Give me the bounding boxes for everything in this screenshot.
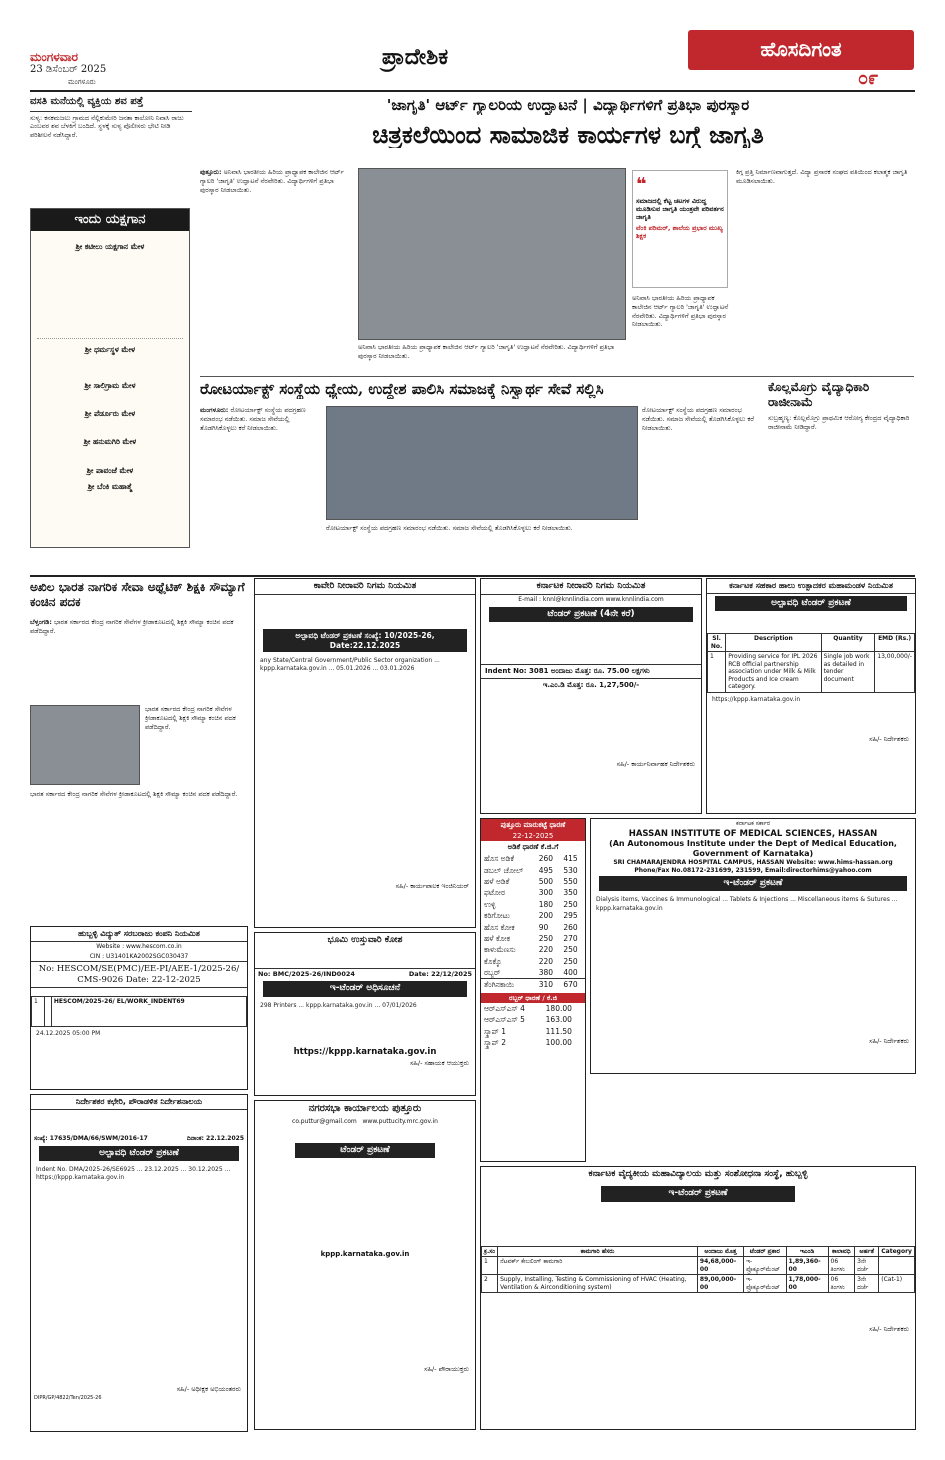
- ad-hims-title: HASSAN INSTITUTE OF MEDICAL SCIENCES, HASSAN: [628, 828, 878, 839]
- ad-puttur-bar: ಟೆಂಡರ್ ಪ್ರಕಟಣೆ: [295, 1143, 435, 1158]
- ad-cauvery-body: any State/Central Government/Public Sector organization ... kppp.karnataka.gov.in ... 05.01.2026 ... 03.01.2026: [260, 657, 440, 673]
- ad-puttur-body2: [255, 1259, 475, 1363]
- table-cell: 1,78,000-00: [786, 1275, 828, 1293]
- ad-hims-sign: ಸಹಿ/- ನಿರ್ದೇಶಕರು: [869, 1037, 909, 1046]
- masthead-day: ಮಂಗಳವಾರ: [30, 50, 79, 64]
- ad-knnl-title: ಕರ್ನಾಟಕ ನೀರಾವರಿ ನಿಗಮ ನಿಯಮಿತ: [481, 579, 701, 595]
- ad-hims: [590, 818, 916, 1074]
- market-item: ತೆಂಗಿನಕಾಯಿ: [484, 980, 514, 990]
- athlete-body-more: ಭಾರತ ಸರ್ಕಾರದ ಕೇಂದ್ರ ನಾಗರಿಕ ಸೇವೆಗಳ ಕ್ರೀಡಾಕೂಟದಲ್ಲಿ ಶಿಕ್ಷಕಿ ಸೌಮ್ಯಾ ಕಂಚಿನ ಪದಕ ಪಡೆದಿದ್ದಾರೆ.: [30, 790, 238, 798]
- table-cell: Providing service for IPL 2026 RCB official partnership association under Milk & Milk Products and Ice cream category.: [726, 652, 821, 693]
- athlete-body: [30, 618, 248, 700]
- market-row: [481, 899, 585, 910]
- market-low: 180: [538, 899, 554, 909]
- table-header: EMD (Rs.): [875, 634, 915, 652]
- divider: [30, 575, 915, 577]
- table-header: ಟೆಂಡರ್ ಪ್ರಕಾರ: [744, 1246, 786, 1257]
- ad-dma-body: Indent No. DMA/2025-26/SE6925 ... 23.12.2025 ... 30.12.2025 ... https://kppp.karnataka.gov.in: [36, 1165, 231, 1182]
- masthead-city: ಮಂಗಳೂರು: [68, 78, 96, 86]
- table-cell: 3ನೇ ದರ್ಜೆ: [855, 1257, 879, 1275]
- ad-hims-phone: Phone/Fax No.08172-231699, 231599, Email:directorhims@yahoo.com: [634, 866, 872, 874]
- mela-item: ಶ್ರೀ ಸಾಲಿಗ್ರಾಮ ಮೇಳ: [84, 380, 136, 390]
- ad-puttur-sign: ಸಹಿ/- ಪೌರಾಯುಕ್ತರು: [424, 1365, 469, 1373]
- table-cell: 1: [32, 997, 45, 1027]
- market-high: 260: [563, 922, 578, 932]
- ad-dma-ref: ಸಂಖ್ಯೆ: 17635/DMA/66/SWM/2016-17: [34, 1135, 148, 1142]
- ad-puttur-website: www.puttucity.mrc.gov.in: [362, 1117, 438, 1125]
- ad-dma-footer: DIPR/GP/4822/Ten/2025-26: [34, 1394, 102, 1401]
- ad-kmf-table: [707, 633, 915, 693]
- side-news-title: ಕೊಲ್ಲಮೊಗ್ರು ವೈದ್ಯಾಧಿಕಾರಿ ರಾಜೀನಾಮೆ: [768, 380, 870, 409]
- ad-puttur-email: co.puttur@gmail.com: [292, 1117, 357, 1125]
- ad-kmc-title: ಕರ್ನಾಟಕ ವೈದ್ಯಕೀಯ ಮಹಾವಿದ್ಯಾಲಯ ಮತ್ತು ಸಂಶೋಧನಾ ಸಂಸ್ಥೆ, ಹುಬ್ಬಳ್ಳಿ: [588, 1169, 808, 1179]
- table-header: ಇಎಂಡಿ: [786, 1246, 828, 1257]
- market-high: 250: [563, 899, 578, 909]
- rubber-row: [481, 1037, 585, 1048]
- market-low: 220: [538, 945, 554, 955]
- ad-dma-title: ನಿರ್ದೇಶಕರ ಕಛೇರಿ, ಪೌರಾಡಳಿತ ನಿರ್ದೇಶನಾಲಯ: [31, 1095, 247, 1110]
- ad-kmf-title: ಕರ್ನಾಟಕ ಸಹಕಾರ ಹಾಲು ಉತ್ಪಾದಕರ ಮಹಾಮಂಡಳ ನಿಯಮಿತ: [707, 579, 915, 594]
- table-cell: ನೆಟವರ್ಕ್ ಕೇಬಲಿಂಗ್ ಕಾಮಗಾರಿ: [498, 1257, 698, 1275]
- ad-cauvery: [254, 578, 476, 928]
- rotaract-photo: [326, 406, 638, 520]
- market-item: ಕರಿಗೋಟು: [484, 911, 510, 921]
- market-row: [481, 853, 585, 864]
- ad-cauvery-sign: ಸಹಿ/- ಕಾರ್ಯಪಾಲಕ ಇಂಜಿನಿಯರ್: [395, 882, 469, 890]
- ad-bhoomi-title: ಭೂಮಿ ಉಸ್ತುವಾರಿ ಕೋಶ: [327, 935, 403, 945]
- market-row: [481, 922, 585, 933]
- ad-hims-body: Dialysis items, Vaccines & Immunological ... Tablets & Injections ... Miscellaneous items & Sutures ... kppp.karnataka.gov.in: [596, 896, 898, 912]
- market-item: ಫಟೋರ: [484, 888, 505, 898]
- market-title: ಪುತ್ತೂರು ಮಾರುಕಟ್ಟೆ ಧಾರಣೆ: [481, 819, 585, 832]
- ad-knnl-emd: ಇ.ಎಂ.ಡಿ ಮೊತ್ತ: ರೂ. 1,27,500/-: [542, 680, 640, 689]
- ad-hescom: [30, 926, 248, 1090]
- market-box: [480, 818, 586, 1162]
- ad-puttur-cmc: [254, 1100, 476, 1430]
- logo-text: ಹೊಸದಿಗಂತ: [760, 37, 842, 61]
- market-high: 550: [563, 877, 578, 886]
- ad-dma: [30, 1094, 248, 1432]
- ad-bhoomi-url: https://kppp.karnataka.gov.in: [293, 1046, 437, 1057]
- rubber-title: ರಬ್ಬರ್ ಧಾರಣೆ / ಕೆ.ಜಿ: [481, 993, 585, 1003]
- lead-photo-caption: ಅನಿವಾಸಿ ಭಾರತೀಯ ಹಿರಿಯ ಪ್ರಾಧ್ಯಾಪಕ ಕಾಲೇಜಿನ ಆರ್ಟ್ ಗ್ಯಾಲರಿ 'ಜಾಗೃತಿ' ಉದ್ಘಾಟನೆ ನೆರವೇರಿತು. ವಿದ್ಯಾರ್ಥಿಗಳಿಗೆ ಪ್ರತಿಭಾ ಪುರಸ್ಕಾರ ನೀಡಲಾಯಿತು.: [358, 343, 615, 360]
- table-row: [32, 997, 247, 1027]
- market-low: 495: [538, 865, 554, 875]
- rubber-price: 163.00: [545, 1015, 572, 1025]
- mela-details: [37, 253, 183, 339]
- table-cell: 3ನೇ ದರ್ಜೆ: [855, 1275, 879, 1293]
- ad-kmf-sign: ಸಹಿ/- ನಿರ್ದೇಶಕರು: [869, 734, 909, 743]
- rubber-grade: ಸ್ಕ್ರಾಪ್ 1: [484, 1026, 506, 1036]
- table-cell: 1: [708, 652, 726, 693]
- athlete-headline: ಅಖಿಲ ಭಾರತ ನಾಗರಿಕ ಸೇವಾ ಅಥ್ಲೆಟಿಕ್ ಶಿಕ್ಷಕಿ ಸೌಮ್ಯಾಗೆ ಕಂಚಿನ ಪದಕ: [30, 580, 245, 609]
- market-low: 220: [538, 956, 554, 966]
- table-cell: (Cat-1): [879, 1275, 915, 1293]
- athlete-dateline: ಬೆಳ್ತಂಗಡಿ:: [30, 618, 52, 626]
- ad-bhoomi-date: Date: 22/12/2025: [408, 970, 472, 979]
- ad-hescom-title: ಹುಬ್ಬಳ್ಳಿ ವಿದ್ಯುತ್ ಸರಬರಾಜು ಕಂಪನಿ ನಿಯಮಿತ: [31, 927, 247, 942]
- table-header: Description: [726, 634, 821, 652]
- market-item: ಉಳ್ಳಿ: [484, 899, 496, 909]
- market-row: [481, 956, 585, 967]
- rubber-price: 100.00: [545, 1038, 572, 1047]
- ad-dma-bar: ಅಲ್ಪಾವಧಿ ಟೆಂಡರ್ ಪ್ರಕಟಣೆ: [39, 1146, 239, 1161]
- mela-item: ಶ್ರೀ ಪಾವಂಜೆ ಮೇಳ: [86, 465, 134, 475]
- market-subtitle: ಅಡಿಕೆ ಧಾರಣೆ ಕೆ.ಜಿ.ಗೆ: [507, 842, 559, 851]
- ad-bhoomi-ref: No: BMC/2025-26/IND0024: [258, 970, 355, 979]
- ad-cauvery-bar: ಅಲ್ಪಾವಧಿ ಟೆಂಡರ್ ಪ್ರಕಟಣೆ ಸಂಖ್ಯೆ: 10/2025-26, Date:22.12.2025: [263, 629, 467, 652]
- market-item: ಹಳೆ ಅಡಿಕೆ: [484, 877, 510, 886]
- table-header: ಕಾಮಗಾರಿ ಹೆಸರು: [498, 1246, 698, 1257]
- ad-bhoomi: [254, 932, 476, 1096]
- table-row: [708, 652, 915, 693]
- lead-quote-box: [632, 170, 728, 288]
- market-low: 260: [538, 854, 554, 864]
- table-cell: Single job work as detailed in tender document: [821, 652, 875, 693]
- ad-kmf-url: https://kppp.karnataka.gov.in: [712, 695, 801, 703]
- market-date: 22-12-2025: [481, 832, 585, 841]
- lead-dateline: ಪುತ್ತೂರು:: [200, 168, 222, 176]
- brief-title: ವಸತಿ ಮನೆಯಲ್ಲಿ ವ್ಯಕ್ತಿಯ ಶವ ಪತ್ತೆ: [30, 96, 192, 112]
- ad-knnl-email: E-mail : knnl@knnlindia.com www.knnlindia.com: [518, 596, 664, 604]
- mela-item: ಶ್ರೀ ಧರ್ಮಸ್ಥಳ ಮೇಳ: [84, 344, 136, 354]
- table-cell: 2: [482, 1275, 498, 1293]
- table-header: ಕಾಲಾವಧಿ: [828, 1246, 855, 1257]
- rotaract-body-cont: ರೋಟರ್ಯಾಕ್ಟ್ ಸಂಸ್ಥೆಯ ಪದಗ್ರಹಣ ಸಮಾರಂಭ ನಡೆಯಿತು. ಸಮಾಜ ಸೇವೆಯಲ್ಲಿ ತೊಡಗಿಸಿಕೊಳ್ಳಲು ಕರೆ ನೀಡಲಾಯಿತು.: [642, 406, 754, 432]
- ad-cauvery-title: ಕಾವೇರಿ ನೀರಾವರಿ ನಿಗಮ ನಿಯಮಿತ: [255, 579, 475, 595]
- market-row: [481, 979, 585, 991]
- ad-hims-bar: ಇ-ಟೆಂಡರ್ ಪ್ರಕಟಣೆ: [599, 876, 907, 891]
- rubber-row: [481, 1014, 585, 1025]
- newspaper-logo: [688, 30, 914, 70]
- table-header: ಅರ್ಹತೆ: [855, 1246, 879, 1257]
- market-row: [481, 876, 585, 887]
- page-number: ೦೯: [858, 68, 879, 89]
- table-cell: 06 ತಿಂಗಳು: [828, 1257, 855, 1275]
- market-high: 670: [563, 980, 578, 990]
- market-item: ಕೊಕ್ಕೊ: [484, 956, 502, 966]
- header-rule: [30, 90, 915, 92]
- ad-hescom-website: Website : www.hescom.co.in: [96, 943, 182, 950]
- mela-item: ಶ್ರೀ ಹನುಮಗಿರಿ ಮೇಳ: [83, 437, 137, 447]
- athlete-photo: [30, 705, 140, 785]
- rubber-grade: ಆರ್‌ಎಸ್ಎಸ್ 4: [484, 1003, 525, 1013]
- masthead-date: 23 ಡಿಸೆಂಬರ್ 2025: [30, 64, 107, 75]
- table-cell: ಇ-ಪ್ರೊಕ್ಯೂರ್‌ಮೆಂಟ್: [744, 1275, 786, 1293]
- market-item: ಹಳೆ ಕೋಕ: [484, 933, 510, 943]
- rubber-row: [481, 1003, 585, 1014]
- market-high: 250: [563, 956, 578, 966]
- table-cell: HESCOM/2025-26/ EL/WORK_INDENT69: [51, 997, 246, 1027]
- lead-body: [200, 168, 350, 346]
- mela-item: ಶ್ರೀ ಬೆಂಕಿ ಮಹಾತ್ಮೆ: [87, 481, 133, 491]
- mela-item: ಶ್ರೀ ಪೆರ್ಡೂರು ಮೇಳ: [84, 409, 136, 418]
- market-row: [481, 887, 585, 898]
- market-low: 200: [538, 911, 554, 921]
- rubber-row: [481, 1026, 585, 1037]
- table-cell: 06 ತಿಂಗಳು: [828, 1275, 855, 1293]
- market-item: ಹೊಸ ಅಡಿಕೆ: [484, 854, 514, 864]
- ad-knnl-sign: ಸಹಿ/- ಕಾರ್ಯನಿರ್ವಾಹಕ ನಿರ್ದೇಶಕರು: [616, 759, 695, 768]
- rotaract-body: [200, 406, 320, 570]
- ad-kmf-bar: ಅಲ್ಪಾವಧಿ ಟೆಂಡರ್ ಪ್ರಕಟಣೆ: [715, 596, 907, 611]
- lead-headline: ಚಿತ್ರಕಲೆಯಿಂದ ಸಾಮಾಜಿಕ ಕಾರ್ಯಗಳ ಬಗ್ಗೆ ಜಾಗೃತಿ: [372, 122, 764, 149]
- table-cell: Supply, Installing, Testing & Commissioning of HVAC (Heating, Ventilation & Airconditioning system): [498, 1275, 698, 1293]
- yakshagana-box: [30, 208, 190, 548]
- ad-knnl-bar: ಟೆಂಡರ್ ಪ್ರಕಟಣೆ (4ನೇ ಕರೆ): [489, 607, 693, 622]
- market-item: ಡಬಲ್ ಚೋಲ್: [484, 865, 524, 875]
- market-row: [481, 944, 585, 955]
- section-title: ಪ್ರಾದೇಶಿಕ: [381, 44, 449, 70]
- ad-knnl-indent: Indent No: 3081 ಅಂದಾಜು ಮೊತ್ತ: ರೂ. 75.00 ಲಕ್ಷಗಳು: [481, 664, 701, 679]
- table-cell: ಇ-ಪ್ರೊಕ್ಯೂರ್‌ಮೆಂಟ್: [744, 1257, 786, 1275]
- side-news-text: ಸುಬ್ರಹ್ಮಣ್ಯ: ಕೊಲ್ಲಮೊಗ್ರು ಪ್ರಾಥಮಿಕ ಆರೋಗ್ಯ ಕೇಂದ್ರದ ವೈದ್ಯಾಧಿಕಾರಿ ರಾಜೀನಾಮೆ ನೀಡಿದ್ದಾರೆ.: [768, 414, 910, 431]
- table-header: Sl. No.: [708, 634, 726, 652]
- rubber-table: [481, 1003, 585, 1049]
- market-row: [481, 865, 585, 876]
- lead-kicker: 'ಜಾಗೃತಿ' ಆರ್ಟ್ ಗ್ಯಾಲರಿಯ ಉದ್ಘಾಟನೆ | ವಿದ್ಯಾರ್ಥಿಗಳಿಗೆ ಪ್ರತಿಭಾ ಪುರಸ್ಕಾರ: [386, 96, 750, 114]
- ad-bhoomi-sign: ಸಹಿ/- ಸಹಾಯಕ ಆಯುಕ್ತರು: [409, 1059, 469, 1068]
- divider: [200, 376, 914, 377]
- lead-quote-by: ವೆಂಕಿ ಪರಿಮರ್, ಶಾಲೆಯ ಪ್ರಭಾರ ಮುಖ್ಯ ಶಿಕ್ಷಕ: [636, 223, 723, 240]
- brief-corpse: [30, 96, 192, 212]
- market-high: 270: [563, 933, 578, 943]
- market-item: ಹೊಸ ಕೋಕ: [484, 922, 515, 932]
- market-item: ಕಾಳುಮೆಣಸು: [484, 945, 516, 955]
- ad-hescom-ref: No: HESCOM/SE(PMC)/EE-PI/AEE-1/2025-26/ CMS-9026 Date: 22-12-2025: [31, 961, 247, 988]
- table-header: ಅಂದಾಜು ಮೊತ್ತ: [697, 1246, 743, 1257]
- table-cell: 13,00,000/-: [875, 652, 915, 693]
- lead-side-text: ಕಿಗ್ಗ ಪ್ರತ್ತಿ ನಿರ್ಮಾಣವಾಗುತ್ತದೆ. ವಿದ್ಯಾ ಪ್ರಸಾರಕ ಸಂಘದ ವತಿಯಿಂದ ಕಲಾತ್ಮಕ ಜಾಗೃತಿ ಮೂಡಿಸಲಾಯಿತು.: [736, 168, 908, 185]
- ad-bhoomi-body: 298 Printers ... kppp.karnataka.gov.in ... 07/01/2026: [260, 1001, 417, 1009]
- ad-hims-address: SRI CHAMARAJENDRA HOSPITAL CAMPUS, HASSAN Website: www.hims-hassan.org: [613, 859, 893, 867]
- yakshagana-title: ಇಂದು ಯಕ್ಷಗಾನ: [31, 209, 189, 231]
- rotaract-headline: ರೋಟರ್ಯಾಕ್ಟ್ ಸಂಸ್ಥೆಯ ಧ್ಯೇಯ, ಉದ್ದೇಶ ಪಾಲಿಸಿ ಸಮಾಜಕ್ಕೆ ನಿಸ್ವಾರ್ಥ ಸೇವೆ ಸಲ್ಲಿಸಿ: [200, 380, 604, 398]
- lead-body-text: ಅನಿವಾಸಿ ಭಾರತೀಯ ಹಿರಿಯ ಪ್ರಾಧ್ಯಾಪಕ ಕಾಲೇಜಿನ ಆರ್ಟ್ ಗ್ಯಾಲರಿ 'ಜಾಗೃತಿ' ಉದ್ಘಾಟನೆ ನೆರವೇರಿತು. ವಿದ್ಯಾರ್ಥಿಗಳಿಗೆ ಪ್ರತಿಭಾ ಪುರಸ್ಕಾರ ನೀಡಲಾಯಿತು.: [200, 168, 344, 194]
- ad-kmc-footer: [481, 1293, 915, 1323]
- ad-dma-date: ದಿನಾಂಕ: 22.12.2025: [186, 1135, 244, 1142]
- lead-quote: ಸಮಾಜದಲ್ಲಿ ಕೆಟ್ಟ ಚಟಗಳ ವಿರುದ್ಧ ಮೂಡಿಸುವ ಜಾಗೃತಿ ಯಂತ್ರವೇ ಪರಿವರ್ತನ ಜಾಗೃತಿ: [636, 196, 724, 221]
- market-low: 300: [538, 888, 554, 898]
- ad-kmc-bar: ಇ-ಟೆಂಡರ್ ಪ್ರಕಟಣೆ: [601, 1186, 795, 1201]
- market-high: 400: [563, 968, 578, 977]
- market-row: [481, 910, 585, 921]
- ad-knnl: [480, 578, 702, 814]
- athlete-body-cont: ಭಾರತ ಸರ್ಕಾರದ ಕೇಂದ್ರ ನಾಗರಿಕ ಸೇವೆಗಳ ಕ್ರೀಡಾಕೂಟದಲ್ಲಿ ಶಿಕ್ಷಕಿ ಸೌಮ್ಯಾ ಕಂಚಿನ ಪದಕ ಪಡೆದಿದ್ದಾರೆ.: [145, 705, 236, 731]
- table-cell: 94,68,000-00: [697, 1257, 743, 1275]
- market-low: 90: [538, 922, 549, 932]
- side-news: [768, 380, 916, 524]
- ad-hims-subtitle: (An Autonomous Institute under the Dept of Medical Education, Government of Karnataka): [609, 839, 897, 859]
- athlete-body-text: ಭಾರತ ಸರ್ಕಾರದ ಕೇಂದ್ರ ನಾಗರಿಕ ಸೇವೆಗಳ ಕ್ರೀಡಾಕೂಟದಲ್ಲಿ ಶಿಕ್ಷಕಿ ಸೌಮ್ಯಾ ಕಂಚಿನ ಪದಕ ಪಡೆದಿದ್ದಾರೆ.: [30, 618, 234, 635]
- ad-kmc: [480, 1166, 916, 1430]
- table-cell: 1,89,360-00: [786, 1257, 828, 1275]
- ad-hescom-deadline: 24.12.2025 05:00 PM: [36, 1030, 101, 1038]
- rubber-price: 111.50: [545, 1026, 572, 1036]
- ad-puttur-url: kppp.karnataka.gov.in: [320, 1250, 410, 1259]
- mela-item: ಶ್ರೀ ಕಟೀಲು ಯಕ್ಷಗಾನ ಮೇಳ: [75, 242, 145, 252]
- table-cell: [879, 1257, 915, 1275]
- rotaract-caption: ರೋಟರ್ಯಾಕ್ಟ್ ಸಂಸ್ಥೆಯ ಪದಗ್ರಹಣ ಸಮಾರಂಭ ನಡೆಯಿತು. ಸಮಾಜ ಸೇವೆಯಲ್ಲಿ ತೊಡಗಿಸಿಕೊಳ್ಳಲು ಕರೆ ನೀಡಲಾಯಿತು.: [326, 524, 573, 532]
- ad-kmc-table: [481, 1246, 915, 1294]
- market-row: [481, 933, 585, 944]
- rubber-grade: ಆರ್‌ಎಸ್ಎಸ್ 5: [484, 1015, 525, 1025]
- market-high: 250: [563, 945, 578, 955]
- market-low: 310: [538, 980, 554, 990]
- rubber-price: 180.00: [545, 1003, 572, 1013]
- table-header: Category: [879, 1246, 915, 1257]
- ad-hescom-table: [31, 996, 247, 1027]
- ad-puttur-title: ನಗರಸಭಾ ಕಾರ್ಯಾಲಯ ಪುತ್ತೂರು: [308, 1103, 422, 1114]
- ad-bhoomi-bar: ಇ-ಟೆಂಡರ್ ಅಧಿಸೂಚನೆ: [263, 981, 467, 996]
- market-high: 295: [563, 911, 578, 921]
- market-high: 415: [563, 854, 578, 864]
- table-row: [482, 1257, 915, 1275]
- table-header: Quantity: [821, 634, 875, 652]
- ad-dma-sign: ಸಹಿ/- ಅಧೀಕ್ಷಕ ಅಭಿಯಂತರರು: [176, 1384, 241, 1393]
- market-high: 350: [563, 888, 578, 898]
- market-row: [481, 967, 585, 979]
- ad-kmc-intro: [481, 1206, 915, 1246]
- market-low: 500: [538, 877, 554, 886]
- quote-icon: ❝: [636, 174, 647, 195]
- rotaract-body-text: ರೋಟರ್ಯಾಕ್ಟ್ ಸಂಸ್ಥೆಯ ಪದಗ್ರಹಣ ಸಮಾರಂಭ ನಡೆಯಿತು. ಸಮಾಜ ಸೇವೆಯಲ್ಲಿ ತೊಡಗಿಸಿಕೊಳ್ಳಲು ಕರೆ ನೀಡಲಾಯಿತು.: [200, 406, 306, 432]
- ad-kmf: [706, 578, 916, 814]
- table-row: [482, 1275, 915, 1293]
- table-cell: 89,00,000-00: [697, 1275, 743, 1293]
- market-item: ರಬ್ಬರ್: [484, 968, 501, 977]
- ad-hescom-cin: CIN : U31401KA2002SGC030437: [89, 952, 189, 960]
- rubber-grade: ಸ್ಕ್ರಾಪ್ 2: [484, 1038, 506, 1047]
- market-low: 250: [538, 933, 554, 943]
- table-cell: 1: [482, 1257, 498, 1275]
- ad-kmc-sign: ಸಹಿ/- ನಿರ್ದೇಶಕರು: [869, 1325, 909, 1333]
- lead-photo: [358, 168, 626, 340]
- lead-body-cont: ಅನಿವಾಸಿ ಭಾರತೀಯ ಹಿರಿಯ ಪ್ರಾಧ್ಯಾಪಕ ಕಾಲೇಜಿನ ಆರ್ಟ್ ಗ್ಯಾಲರಿ 'ಜಾಗೃತಿ' ಉದ್ಘಾಟನೆ ನೆರವೇರಿತು. ವಿದ್ಯಾರ್ಥಿಗಳಿಗೆ ಪ್ರತಿಭಾ ಪುರಸ್ಕಾರ ನೀಡಲಾಯಿತು.: [632, 294, 729, 329]
- market-high: 530: [563, 865, 578, 875]
- rotaract-dateline: ಮಂಗಳೂರು:: [200, 406, 229, 414]
- ad-puttur-body: [255, 1160, 475, 1250]
- market-table: [481, 853, 585, 991]
- ad-hims-org: ಕರ್ನಾಟಕ ಸರ್ಕಾರ: [735, 820, 771, 827]
- market-low: 380: [538, 968, 554, 977]
- brief-text: ಸುಳ್ಯ: ಕನಕಮಜಲು ಗ್ರಾಮದ ನೆಲ್ಲಿಕುಮೇರಿ ಜನತಾ ಕಾಲೋನಿ ನಿವಾಸಿ ರಾಜು ಎಂಬವರ ಶವ ಬೆಳಕಿಗೆ ಬಂದಿದೆ. ಸ್ಥಳಕ್ಕೆ ಸುಳ್ಯ ಪೊಲೀಸರು ಭೇಟಿ ನೀಡಿ ಪರಿಶೀಲನೆ ನಡೆಸಿದ್ದಾರೆ.: [30, 113, 184, 140]
- table-header: ಕ್ರ.ಸಂ: [482, 1246, 498, 1257]
